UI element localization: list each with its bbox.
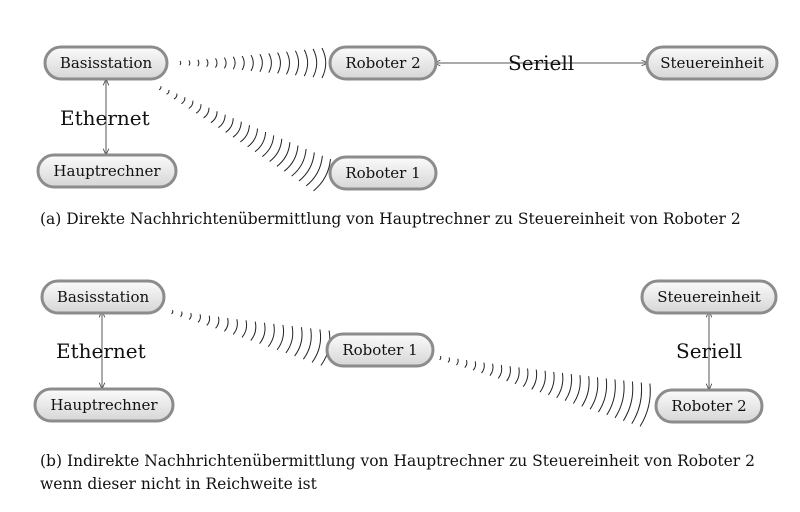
wave-arc xyxy=(322,48,326,78)
wave-arc xyxy=(615,381,624,418)
wave-arc xyxy=(557,373,563,398)
wave-arc xyxy=(189,101,193,109)
node-label: Basisstation xyxy=(56,288,150,306)
wireless-signal-b-roboter1 xyxy=(172,310,330,365)
wave-arc xyxy=(303,328,311,359)
wave-arc xyxy=(218,115,225,128)
wave-arc xyxy=(198,314,200,322)
node-hauptrechner-b xyxy=(35,389,173,421)
wave-arc xyxy=(523,369,528,387)
wave-arc xyxy=(207,59,208,67)
wave-arc xyxy=(242,56,244,70)
serial-label-b: Seriell xyxy=(676,339,743,363)
wave-arc xyxy=(590,377,598,409)
wave-arc xyxy=(515,367,519,384)
wave-arc xyxy=(233,122,241,138)
wave-arc xyxy=(251,55,253,71)
diagram-b xyxy=(35,281,776,426)
wave-arc xyxy=(448,358,449,363)
wireless-signal-a-roboter2 xyxy=(180,48,326,78)
wave-arc xyxy=(292,149,307,176)
wave-arc xyxy=(216,317,219,329)
serial-label-a: Seriell xyxy=(508,51,575,75)
wave-arc xyxy=(172,310,173,314)
node-basisstation-b xyxy=(42,281,164,313)
wave-arc xyxy=(181,97,185,104)
wave-arc xyxy=(440,356,441,360)
wave-arc xyxy=(482,363,485,373)
wave-arc xyxy=(189,61,190,66)
node-label: Hauptrechner xyxy=(53,162,161,180)
wave-arc xyxy=(180,312,182,317)
wave-arc xyxy=(540,371,545,392)
wave-arc xyxy=(224,58,226,69)
wave-arc xyxy=(159,86,161,90)
wave-arc xyxy=(174,94,177,99)
node-steuereinheit-a xyxy=(647,47,777,79)
wave-arc xyxy=(233,57,235,69)
node-label: Basisstation xyxy=(59,54,153,72)
wave-arc xyxy=(582,376,589,406)
node-label: Roboter 2 xyxy=(345,54,421,72)
wave-arc xyxy=(204,108,210,118)
ethernet-label-a: Ethernet xyxy=(60,106,150,130)
wave-arc xyxy=(268,324,274,347)
wave-arc xyxy=(465,360,467,368)
wave-arc xyxy=(189,313,191,320)
wave-arc xyxy=(313,49,317,77)
node-label: Steuereinheit xyxy=(660,54,764,72)
wave-arc xyxy=(260,54,262,71)
wave-arc xyxy=(299,152,314,181)
wave-arc xyxy=(269,53,272,72)
wave-arc xyxy=(260,323,265,344)
node-steuereinheit-b xyxy=(642,281,776,313)
wave-arc xyxy=(286,326,293,353)
wave-arc xyxy=(548,372,554,395)
node-roboter2-b xyxy=(656,390,762,422)
wave-arc xyxy=(196,104,201,113)
ethernet-label-b: Ethernet xyxy=(56,339,146,363)
node-roboter1-a xyxy=(330,157,436,189)
wave-arc xyxy=(532,370,537,390)
wave-arc xyxy=(287,52,290,75)
node-label: Roboter 1 xyxy=(345,164,421,182)
wave-arc xyxy=(270,139,282,162)
wireless-signal-a-roboter1 xyxy=(159,86,330,191)
figure-caption-b: (b) Indirekte Nachhrichtenübermittlung von Hauptrechner zu Steuereinheit von Roboter 2 wenn dieser nicht in Reichweite ist xyxy=(40,452,755,493)
node-basisstation-a xyxy=(45,47,167,79)
wave-arc xyxy=(224,318,228,331)
wave-arc xyxy=(248,129,258,147)
wave-arc xyxy=(607,379,616,415)
wave-arc xyxy=(240,125,249,142)
wave-arc xyxy=(242,320,247,337)
node-label: Hauptrechner xyxy=(50,396,158,414)
wireless-signal-b-roboter2 xyxy=(440,356,651,426)
wave-arc xyxy=(167,90,169,94)
wave-arc xyxy=(226,118,234,132)
wave-arc xyxy=(473,361,475,370)
wave-arc xyxy=(295,51,298,75)
wave-arc xyxy=(251,322,256,341)
wave-arc xyxy=(573,375,580,403)
node-label: Steuereinheit xyxy=(657,288,761,306)
wave-arc xyxy=(498,365,501,378)
node-roboter1-b xyxy=(327,334,433,366)
node-label: Roboter 2 xyxy=(671,397,747,415)
wave-arc xyxy=(207,316,210,326)
wave-arc xyxy=(304,50,307,76)
node-hauptrechner-a xyxy=(38,155,176,187)
wave-arc xyxy=(211,111,217,122)
figure-caption-a: (a) Direkte Nachhrichtenübermittlung von Hauptrechner zu Steuereinheit von Roboter 2 xyxy=(40,210,741,228)
wave-arc xyxy=(456,359,458,365)
wave-arc xyxy=(233,319,237,334)
node-label: Roboter 1 xyxy=(342,341,418,359)
node-roboter2-a xyxy=(330,47,436,79)
wave-arc xyxy=(507,366,511,381)
wave-arc xyxy=(277,142,290,166)
wave-arc xyxy=(284,146,298,172)
wave-arc xyxy=(295,327,302,356)
wave-arc xyxy=(565,374,571,401)
wave-arc xyxy=(180,61,181,65)
wave-arc xyxy=(277,325,283,350)
wave-arc xyxy=(598,378,606,412)
wave-arc xyxy=(278,53,281,74)
wave-arc xyxy=(216,58,218,67)
wave-arc xyxy=(623,382,632,421)
diagram-a xyxy=(38,47,777,191)
wave-arc xyxy=(198,60,199,66)
wave-arc xyxy=(490,364,493,376)
wave-arc xyxy=(312,329,320,362)
